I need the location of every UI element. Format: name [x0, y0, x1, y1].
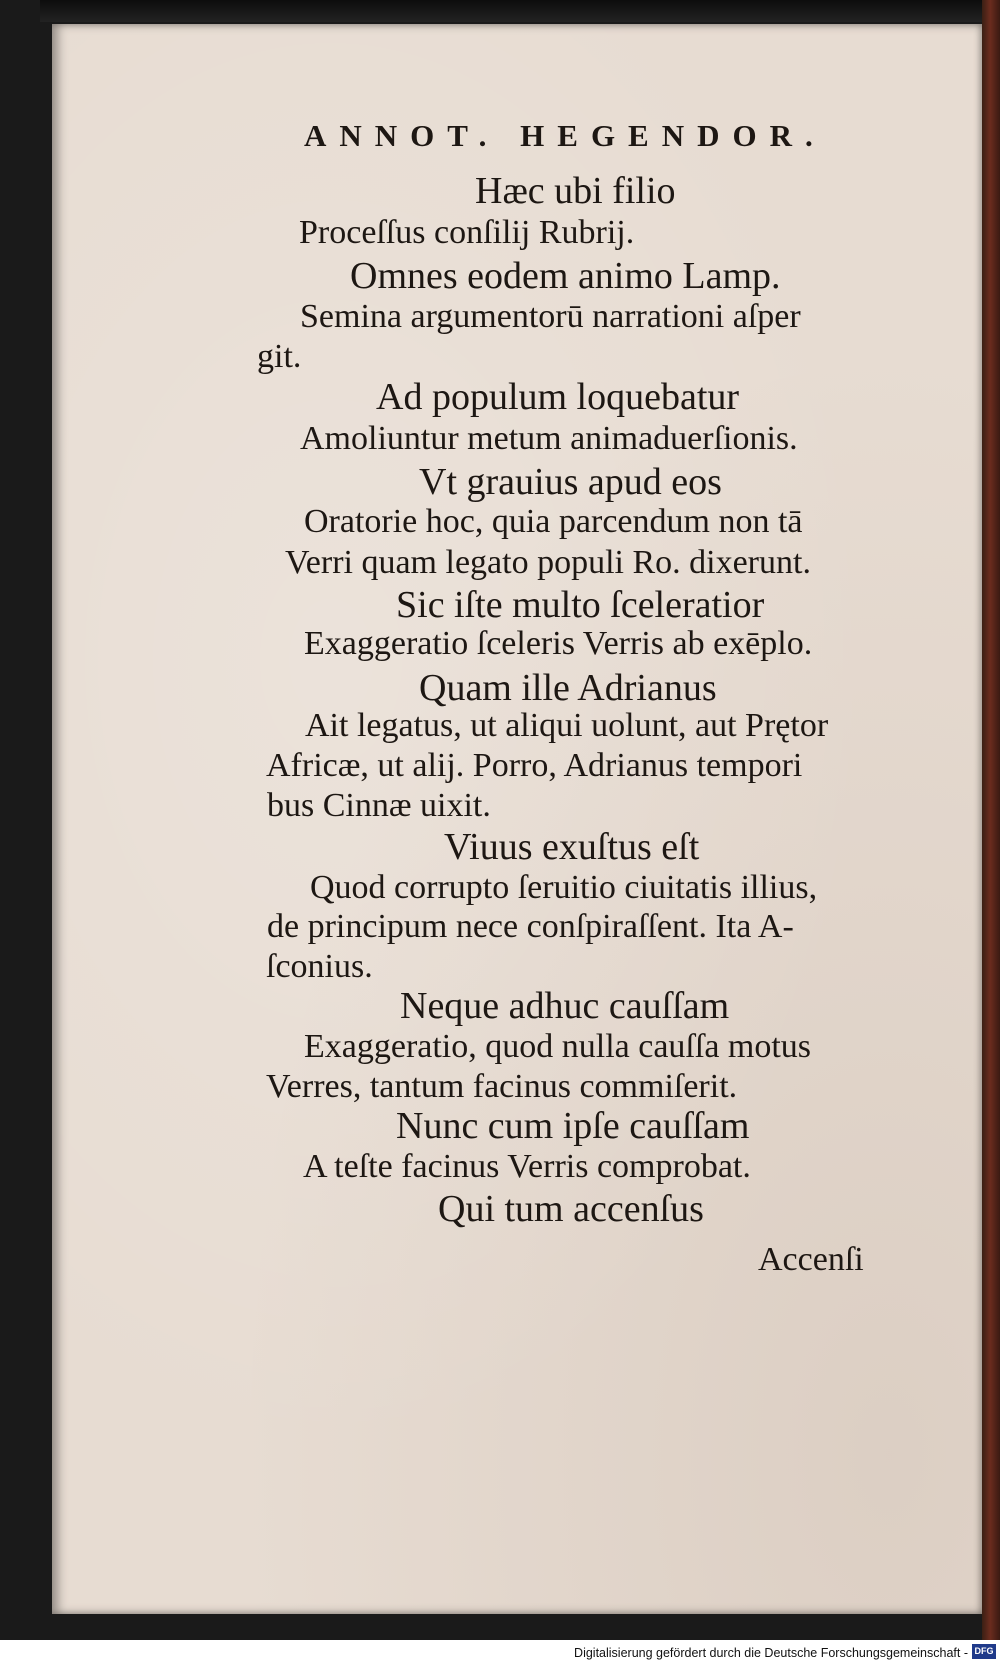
commentary-line: Exaggeratio ſceleris Verris ab exēplo.	[304, 625, 813, 662]
lemma-line: Hæc ubi filio	[475, 170, 676, 212]
dfg-logo: DFG	[972, 1644, 996, 1659]
commentary-line: Ait legatus, ut aliqui uolunt, aut Prętor	[305, 707, 829, 744]
book-page	[52, 24, 982, 1614]
commentary-line: Africæ, ut alij. Porro, Adrianus tempori	[266, 747, 803, 784]
commentary-line: Amoliuntur metum animaduerſionis.	[300, 420, 798, 457]
commentary-line: Verri quam legato populi Ro. dixerunt.	[285, 544, 811, 581]
commentary-line: ſconius.	[266, 948, 373, 985]
commentary-line: A teſte facinus Verris comprobat.	[303, 1148, 751, 1185]
lemma-line: Nunc cum ipſe cauſſam	[396, 1105, 750, 1147]
commentary-line: de principum nece conſpiraſſent. Ita A-	[267, 908, 794, 945]
book-top-edge	[40, 0, 990, 22]
lemma-line: Quam ille Adrianus	[419, 667, 717, 709]
lemma-line: Qui tum accenſus	[438, 1188, 704, 1230]
lemma-line: Vt grauius apud eos	[419, 461, 722, 503]
lemma-line: Omnes eodem animo Lamp.	[350, 255, 781, 297]
commentary-line: git.	[257, 338, 302, 375]
running-header: ANNOT. HEGENDOR.	[304, 118, 826, 153]
commentary-line: Quod corrupto ſeruitio ciuitatis illius,	[310, 869, 818, 906]
catchword: Accenſi	[758, 1241, 864, 1278]
lemma-line: Ad populum loquebatur	[376, 376, 740, 418]
commentary-line: Proceſſus conſilij Rubrij.	[299, 214, 635, 251]
commentary-line: Exaggeratio, quod nulla cauſſa motus	[304, 1028, 812, 1065]
book-spine-edge	[982, 0, 1000, 1640]
footer-bar	[0, 1640, 1000, 1666]
funding-credit: Digitalisierung gefördert durch die Deutsche Forschungsgemeinschaft -	[574, 1646, 968, 1660]
lemma-line: Viuus exuſtus eſt	[444, 826, 700, 868]
lemma-line: Sic iſte multo ſceleratior	[396, 584, 765, 626]
commentary-line: Semina argumentorū narrationi aſper	[300, 298, 801, 335]
commentary-line: Oratorie hoc, quia parcendum non tā	[304, 503, 803, 540]
commentary-line: Verres, tantum facinus commiſerit.	[266, 1068, 738, 1105]
commentary-line: bus Cinnæ uixit.	[267, 787, 491, 824]
lemma-line: Neque adhuc cauſſam	[400, 985, 730, 1027]
